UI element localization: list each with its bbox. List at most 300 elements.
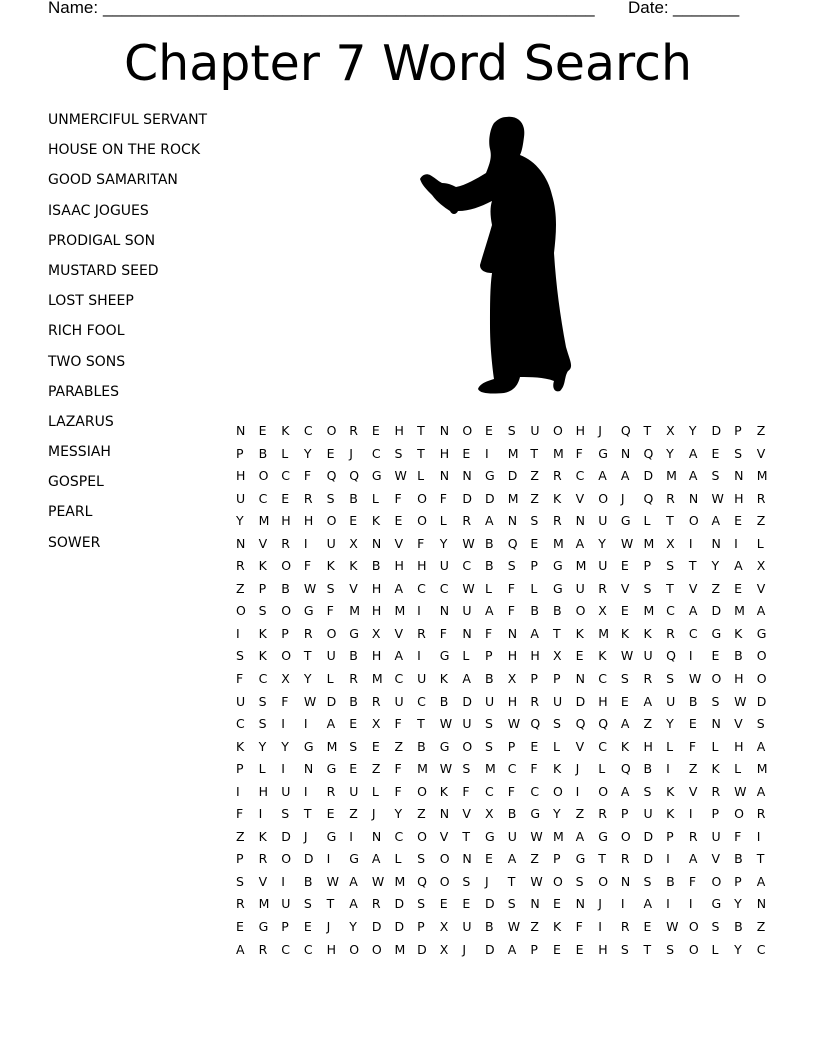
grid-letter: O — [417, 783, 427, 799]
grid-letter: O — [734, 806, 744, 822]
grid-letter: Y — [666, 445, 674, 461]
grid-letter: P — [281, 919, 289, 935]
grid-letter: P — [281, 625, 289, 641]
grid-letter: O — [688, 513, 699, 529]
grid-letter: R — [756, 806, 766, 822]
grid-letter: N — [462, 851, 472, 867]
word-list-item: HOUSE ON THE ROCK — [48, 142, 200, 159]
grid-letter: K — [258, 828, 267, 844]
grid-letter: T — [688, 558, 697, 574]
grid-letter: T — [666, 513, 674, 529]
grid-letter: K — [666, 783, 675, 799]
grid-letter: R — [552, 513, 562, 529]
grid-letter: V — [734, 716, 743, 732]
grid-letter: H — [417, 558, 427, 574]
grid-letter: M — [485, 761, 496, 777]
grid-letter: X — [371, 625, 381, 641]
grid-letter: E — [552, 896, 561, 912]
grid-letter: R — [281, 535, 290, 551]
grid-letter: L — [530, 580, 538, 596]
grid-letter: S — [530, 513, 539, 529]
grid-letter: D — [417, 941, 427, 957]
grid-letter: G — [620, 513, 631, 529]
grid-letter: E — [711, 445, 720, 461]
grid-letter: B — [688, 693, 698, 709]
grid-letter: Y — [666, 716, 674, 732]
grid-letter: I — [688, 535, 693, 551]
grid-letter: V — [394, 535, 404, 551]
grid-letter: F — [394, 490, 402, 506]
grid-letter: K — [258, 648, 267, 664]
grid-letter: F — [236, 806, 244, 822]
grid-letter: Q — [620, 761, 631, 777]
grid-letter: V — [620, 580, 630, 596]
grid-letter: N — [236, 535, 246, 551]
grid-letter: O — [281, 603, 292, 619]
grid-letter: N — [575, 513, 585, 529]
grid-letter: S — [643, 783, 652, 799]
grid-letter: D — [575, 693, 586, 709]
grid-letter: P — [552, 851, 561, 867]
grid-letter: A — [756, 738, 766, 754]
grid-letter: N — [620, 445, 631, 461]
grid-letter: G — [552, 580, 563, 596]
grid-letter: A — [394, 648, 404, 664]
grid-letter: I — [417, 648, 421, 664]
grid-letter: C — [756, 941, 766, 957]
grid-letter: M — [552, 535, 564, 551]
grid-letter: Z — [575, 806, 585, 822]
grid-letter: N — [575, 896, 585, 912]
grid-letter: G — [303, 738, 314, 754]
grid-letter: U — [507, 828, 517, 844]
grid-letter: O — [756, 648, 767, 664]
grid-letter: E — [439, 896, 448, 912]
grid-letter: A — [756, 873, 766, 889]
grid-letter: K — [281, 423, 290, 438]
grid-letter: N — [530, 896, 540, 912]
grid-letter: K — [349, 558, 358, 574]
grid-letter: U — [711, 828, 721, 844]
grid-letter: A — [688, 603, 698, 619]
grid-letter: L — [711, 738, 719, 754]
grid-letter: S — [417, 851, 426, 867]
grid-letter: S — [552, 716, 561, 732]
grid-letter: O — [326, 423, 337, 438]
grid-letter: U — [439, 558, 449, 574]
grid-letter: W — [462, 580, 475, 596]
grid-letter: E — [462, 896, 471, 912]
grid-letter: B — [281, 580, 290, 596]
grid-letter: O — [326, 513, 337, 529]
grid-letter: O — [281, 558, 292, 574]
grid-letter: N — [575, 671, 585, 687]
grid-letter: R — [598, 806, 607, 822]
grid-letter: S — [394, 445, 403, 461]
grid-letter: E — [530, 738, 539, 754]
grid-letter: K — [439, 783, 448, 799]
grid-letter: L — [371, 490, 379, 506]
grid-letter: N — [462, 625, 472, 641]
grid-letter: U — [598, 513, 608, 529]
grid-letter: U — [462, 919, 472, 935]
grid-letter: R — [371, 693, 381, 709]
grid-letter: P — [530, 941, 538, 957]
grid-letter: M — [326, 738, 338, 754]
grid-letter: E — [258, 423, 267, 438]
grid-letter: N — [507, 625, 518, 641]
grid-letter: P — [417, 919, 425, 935]
grid-letter: U — [394, 693, 404, 709]
jesus-silhouette-icon — [418, 115, 578, 395]
grid-letter: I — [666, 896, 670, 912]
grid-letter: G — [598, 828, 608, 844]
grid-letter: D — [371, 919, 382, 935]
grid-letter: Y — [734, 896, 742, 912]
grid-letter: B — [530, 603, 539, 619]
grid-letter: F — [394, 716, 402, 732]
grid-letter: A — [598, 468, 607, 484]
grid-letter: N — [756, 896, 767, 912]
grid-letter: G — [349, 625, 359, 641]
grid-letter: B — [371, 558, 381, 574]
grid-letter: M — [598, 625, 610, 641]
name-field[interactable]: ____________________________________________________ — [103, 0, 595, 17]
word-list-item: GOOD SAMARITAN — [48, 172, 178, 189]
grid-letter: U — [666, 693, 676, 709]
grid-letter: G — [756, 625, 767, 641]
date-label: Date: — [628, 0, 669, 17]
grid-letter: C — [258, 671, 268, 687]
grid-letter: S — [485, 738, 493, 754]
grid-letter: P — [711, 806, 719, 822]
grid-letter: X — [281, 671, 290, 687]
word-list-item: RICH FOOL — [48, 323, 125, 340]
grid-letter: S — [507, 896, 516, 912]
grid-letter: F — [326, 603, 334, 619]
grid-letter: B — [734, 648, 743, 664]
grid-letter: E — [552, 941, 561, 957]
grid-letter: W — [439, 716, 453, 732]
grid-letter: Y — [303, 671, 312, 687]
grid-letter: O — [552, 783, 563, 799]
grid-letter: K — [552, 761, 562, 777]
grid-letter: R — [326, 783, 336, 799]
grid-letter: L — [734, 761, 742, 777]
grid-letter: H — [394, 423, 404, 438]
grid-letter: W — [394, 468, 407, 484]
grid-letter: H — [371, 603, 382, 619]
grid-letter: A — [236, 941, 245, 957]
grid-letter: B — [485, 558, 494, 574]
grid-letter: I — [281, 873, 285, 889]
grid-letter: G — [485, 468, 495, 484]
grid-letter: H — [530, 648, 540, 664]
grid-letter: O — [462, 738, 473, 754]
grid-letter: U — [236, 693, 246, 709]
grid-letter: E — [575, 648, 584, 664]
grid-letter: T — [643, 941, 652, 957]
grid-letter: Z — [236, 828, 245, 844]
grid-letter: V — [756, 580, 766, 596]
grid-letter: V — [349, 580, 358, 596]
grid-letter: C — [439, 580, 449, 596]
grid-letter: M — [507, 445, 519, 461]
grid-letter: N — [462, 468, 472, 484]
grid-letter: C — [485, 783, 494, 799]
grid-letter: P — [258, 580, 267, 596]
grid-letter: W — [371, 873, 385, 889]
grid-letter: O — [620, 828, 631, 844]
grid-letter: T — [552, 625, 561, 641]
grid-letter: C — [530, 783, 540, 799]
grid-letter: E — [326, 806, 335, 822]
grid-letter: Z — [371, 761, 381, 777]
grid-letter: I — [281, 716, 285, 732]
grid-letter: S — [507, 558, 516, 574]
grid-letter: A — [688, 445, 698, 461]
grid-letter: M — [417, 761, 428, 777]
grid-letter: G — [439, 648, 450, 664]
grid-letter: G — [598, 445, 608, 461]
grid-letter: G — [258, 919, 269, 935]
grid-letter: M — [552, 445, 564, 461]
grid-letter: O — [756, 671, 767, 687]
grid-letter: S — [236, 873, 244, 889]
grid-letter: A — [507, 851, 517, 867]
grid-letter: H — [236, 468, 246, 484]
grid-letter: J — [462, 941, 467, 957]
grid-letter: L — [417, 468, 425, 484]
grid-letter: E — [349, 716, 358, 732]
grid-letter: I — [666, 761, 670, 777]
grid-letter: E — [620, 558, 629, 574]
grid-letter: H — [507, 648, 518, 664]
grid-letter: D — [485, 490, 495, 506]
grid-letter: A — [756, 783, 766, 799]
grid-letter: X — [507, 671, 517, 687]
grid-letter: C — [236, 716, 245, 732]
grid-letter: N — [711, 535, 721, 551]
grid-letter: L — [371, 783, 379, 799]
grid-letter: U — [462, 603, 472, 619]
word-list-item: UNMERCIFUL SERVANT — [48, 112, 208, 128]
grid-letter: J — [371, 806, 376, 822]
grid-letter: Y — [598, 535, 606, 551]
name-label: Name: — [48, 0, 99, 17]
grid-letter: M — [371, 671, 383, 687]
grid-letter: N — [439, 423, 450, 438]
grid-letter: H — [734, 671, 744, 687]
grid-letter: N — [236, 423, 246, 438]
grid-letter: I — [485, 445, 489, 461]
grid-letter: W — [734, 693, 747, 709]
grid-letter: A — [485, 603, 494, 619]
grid-letter: H — [439, 445, 450, 461]
grid-letter: E — [326, 445, 335, 461]
grid-letter: R — [688, 828, 698, 844]
grid-letter: D — [485, 941, 495, 957]
grid-letter: T — [417, 716, 425, 732]
grid-letter: R — [303, 625, 313, 641]
grid-letter: L — [756, 535, 764, 551]
grid-letter: E — [303, 919, 312, 935]
grid-letter: F — [688, 873, 697, 889]
grid-letter: B — [349, 693, 358, 709]
grid-letter: T — [326, 896, 335, 912]
grid-letter: T — [507, 873, 516, 889]
grid-letter: R — [349, 423, 358, 438]
grid-letter: T — [303, 806, 312, 822]
grid-letter: D — [643, 828, 654, 844]
grid-letter: P — [530, 558, 538, 574]
grid-letter: O — [417, 490, 427, 506]
grid-letter: F — [417, 535, 425, 551]
grid-letter: J — [620, 490, 625, 506]
grid-letter: N — [439, 468, 450, 484]
word-list-item: SOWER — [48, 534, 101, 551]
grid-letter: T — [462, 828, 471, 844]
grid-letter: D — [711, 603, 722, 619]
grid-letter: X — [371, 716, 381, 732]
grid-letter: V — [439, 828, 449, 844]
grid-letter: A — [326, 716, 336, 732]
grid-letter: S — [303, 896, 312, 912]
grid-letter: B — [485, 671, 494, 687]
grid-letter: L — [439, 513, 447, 529]
grid-letter: O — [598, 783, 609, 799]
grid-letter: O — [258, 468, 269, 484]
grid-letter: N — [620, 873, 631, 889]
grid-letter: V — [258, 535, 268, 551]
grid-letter: W — [439, 761, 453, 777]
grid-letter: R — [756, 490, 766, 506]
letter-grid — [236, 421, 779, 962]
grid-letter: K — [666, 806, 675, 822]
grid-letter: B — [552, 603, 562, 619]
grid-letter: U — [326, 648, 336, 664]
grid-letter: W — [507, 716, 521, 732]
grid-letter: P — [620, 806, 629, 822]
grid-letter: K — [575, 625, 584, 641]
grid-letter: G — [530, 806, 541, 822]
grid-letter: L — [666, 738, 674, 754]
grid-letter: T — [417, 445, 425, 461]
grid-letter: Q — [666, 648, 677, 664]
grid-letter: Z — [530, 468, 539, 484]
grid-letter: G — [326, 761, 337, 777]
grid-letter: P — [734, 873, 742, 889]
grid-letter: A — [643, 693, 653, 709]
grid-letter: X — [439, 941, 449, 957]
grid-letter: A — [349, 896, 358, 912]
grid-letter: V — [394, 625, 404, 641]
grid-letter: L — [598, 761, 606, 777]
grid-letter: I — [303, 535, 308, 551]
grid-letter: Q — [530, 716, 541, 732]
grid-letter: K — [620, 738, 630, 754]
grid-letter: K — [371, 513, 381, 529]
grid-letter: S — [620, 671, 629, 687]
grid-letter: S — [643, 873, 652, 889]
grid-letter: Z — [349, 806, 358, 822]
word-list-item: PRODIGAL SON — [48, 232, 156, 249]
grid-letter: Z — [417, 806, 426, 822]
grid-letter: Y — [394, 806, 403, 822]
word-list-item: LOST SHEEP — [48, 293, 134, 310]
grid-letter: I — [688, 806, 693, 822]
grid-letter: H — [598, 941, 608, 957]
grid-letter: C — [507, 761, 517, 777]
grid-letter: A — [507, 941, 517, 957]
grid-letter: G — [711, 896, 722, 912]
grid-letter: H — [507, 693, 518, 709]
grid-letter: W — [666, 919, 679, 935]
grid-letter: U — [530, 423, 540, 438]
grid-letter: W — [462, 535, 475, 551]
word-list-item: MESSIAH — [48, 444, 111, 461]
grid-letter: O — [417, 513, 427, 529]
grid-letter: D — [643, 851, 654, 867]
grid-letter: F — [439, 490, 447, 506]
grid-letter: S — [258, 603, 267, 619]
grid-letter: G — [485, 828, 495, 844]
grid-letter: D — [462, 490, 473, 506]
grid-letter: U — [349, 783, 359, 799]
grid-letter: A — [462, 671, 471, 687]
grid-letter: D — [756, 693, 767, 709]
date-field[interactable]: _______ — [673, 0, 740, 17]
grid-letter: A — [530, 625, 539, 641]
word-list-item: PARABLES — [48, 383, 119, 400]
grid-letter: I — [734, 535, 738, 551]
grid-letter: W — [688, 671, 702, 687]
grid-letter: F — [394, 761, 402, 777]
grid-letter: G — [439, 738, 450, 754]
grid-letter: Y — [303, 445, 312, 461]
grid-letter: T — [756, 851, 765, 867]
grid-letter: R — [303, 490, 313, 506]
word-list-item: MUSTARD SEED — [48, 262, 159, 279]
grid-letter: O — [552, 873, 563, 889]
grid-letter: M — [643, 535, 655, 551]
grid-letter: X — [598, 603, 607, 619]
grid-letter: H — [281, 513, 291, 529]
grid-letter: A — [756, 603, 766, 619]
grid-letter: M — [394, 873, 406, 889]
grid-letter: M — [258, 513, 270, 529]
grid-letter: S — [417, 896, 426, 912]
grid-letter: U — [598, 558, 608, 574]
grid-letter: Q — [620, 423, 631, 438]
grid-letter: W — [530, 873, 543, 889]
grid-letter: C — [258, 490, 268, 506]
grid-letter: M — [349, 603, 360, 619]
word-list-item: LAZARUS — [48, 413, 114, 430]
grid-letter: D — [507, 468, 518, 484]
grid-letter: I — [236, 625, 240, 641]
grid-letter: Y — [734, 941, 742, 957]
grid-letter: C — [688, 625, 698, 641]
grid-letter: O — [326, 625, 337, 641]
grid-letter: R — [711, 783, 721, 799]
grid-letter: C — [394, 828, 404, 844]
grid-letter: N — [371, 535, 382, 551]
grid-letter: C — [394, 671, 404, 687]
grid-letter: C — [462, 558, 472, 574]
grid-letter: M — [756, 761, 768, 777]
word-list — [48, 110, 207, 563]
